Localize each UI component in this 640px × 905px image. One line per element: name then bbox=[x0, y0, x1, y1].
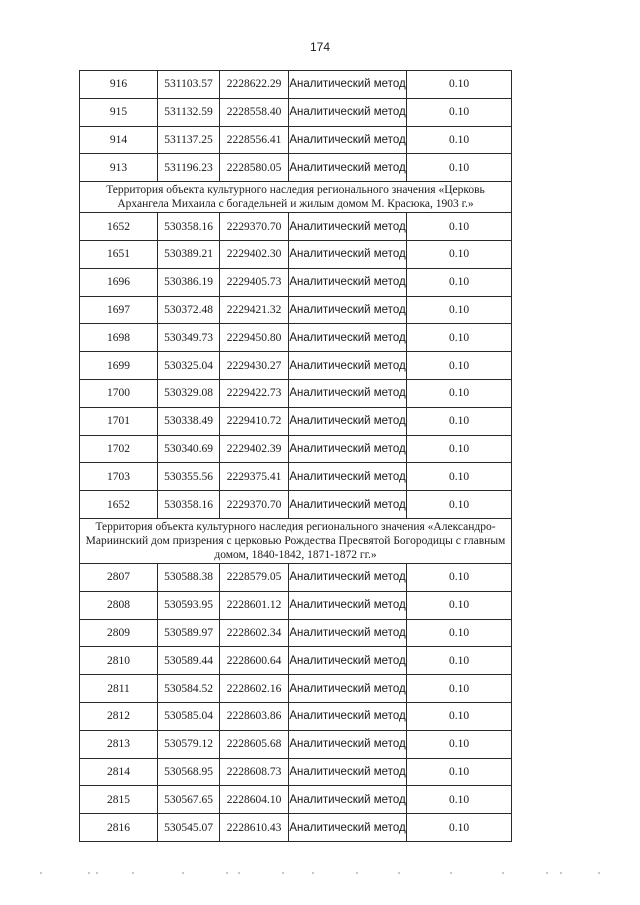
method-cell: Аналитический метод bbox=[289, 352, 407, 380]
table-row bbox=[80, 702, 512, 730]
accuracy-cell: 0.10 bbox=[407, 407, 512, 435]
point-id-cell: 2808 bbox=[80, 591, 158, 619]
table-row bbox=[80, 324, 512, 352]
point-id-cell: 1696 bbox=[80, 268, 158, 296]
point-id-cell: 914 bbox=[80, 126, 158, 154]
accuracy-cell: 0.10 bbox=[407, 435, 512, 463]
x-coordinate-cell: 530386.19 bbox=[158, 268, 220, 296]
point-id-cell: 915 bbox=[80, 98, 158, 126]
accuracy-cell: 0.10 bbox=[407, 730, 512, 758]
table-row bbox=[80, 352, 512, 380]
section-header-row bbox=[80, 518, 512, 563]
y-coordinate-cell: 2228610.43 bbox=[220, 814, 289, 842]
accuracy-cell: 0.10 bbox=[407, 126, 512, 154]
table-row bbox=[80, 240, 512, 268]
table-row bbox=[80, 619, 512, 647]
method-cell: Аналитический метод bbox=[289, 786, 407, 814]
table-row bbox=[80, 98, 512, 126]
point-id-cell: 1703 bbox=[80, 463, 158, 491]
section-title: Территория объекта культурного наследия регионального значения «Церковь Архангела Михаила с богадельней и жилым домом М. Красюка, 1903 г.» bbox=[80, 182, 512, 213]
y-coordinate-cell: 2229422.73 bbox=[220, 379, 289, 407]
scan-dot bbox=[226, 872, 228, 874]
x-coordinate-cell: 530338.49 bbox=[158, 407, 220, 435]
point-id-cell: 1698 bbox=[80, 324, 158, 352]
scan-dot bbox=[560, 872, 562, 874]
method-cell: Аналитический метод bbox=[289, 463, 407, 491]
method-cell: Аналитический метод bbox=[289, 213, 407, 241]
point-id-cell: 1652 bbox=[80, 491, 158, 519]
x-coordinate-cell: 530358.16 bbox=[158, 213, 220, 241]
accuracy-cell: 0.10 bbox=[407, 324, 512, 352]
y-coordinate-cell: 2229370.70 bbox=[220, 213, 289, 241]
table-row bbox=[80, 730, 512, 758]
x-coordinate-cell: 531196.23 bbox=[158, 154, 220, 182]
y-coordinate-cell: 2228608.73 bbox=[220, 758, 289, 786]
scan-dot bbox=[182, 872, 184, 874]
y-coordinate-cell: 2229405.73 bbox=[220, 268, 289, 296]
point-id-cell: 2811 bbox=[80, 675, 158, 703]
y-coordinate-cell: 2228556.41 bbox=[220, 126, 289, 154]
y-coordinate-cell: 2228601.12 bbox=[220, 591, 289, 619]
y-coordinate-cell: 2228579.05 bbox=[220, 563, 289, 591]
method-cell: Аналитический метод bbox=[289, 591, 407, 619]
accuracy-cell: 0.10 bbox=[407, 463, 512, 491]
point-id-cell: 2809 bbox=[80, 619, 158, 647]
x-coordinate-cell: 530588.38 bbox=[158, 563, 220, 591]
y-coordinate-cell: 2228604.10 bbox=[220, 786, 289, 814]
y-coordinate-cell: 2228602.34 bbox=[220, 619, 289, 647]
accuracy-cell: 0.10 bbox=[407, 814, 512, 842]
scan-dot bbox=[282, 872, 284, 874]
table-row bbox=[80, 814, 512, 842]
table-row bbox=[80, 154, 512, 182]
y-coordinate-cell: 2229410.72 bbox=[220, 407, 289, 435]
accuracy-cell: 0.10 bbox=[407, 154, 512, 182]
point-id-cell: 1651 bbox=[80, 240, 158, 268]
point-id-cell: 2813 bbox=[80, 730, 158, 758]
point-id-cell: 2814 bbox=[80, 758, 158, 786]
method-cell: Аналитический метод bbox=[289, 758, 407, 786]
x-coordinate-cell: 530349.73 bbox=[158, 324, 220, 352]
y-coordinate-cell: 2228622.29 bbox=[220, 71, 289, 99]
accuracy-cell: 0.10 bbox=[407, 491, 512, 519]
method-cell: Аналитический метод bbox=[289, 154, 407, 182]
table-row bbox=[80, 463, 512, 491]
accuracy-cell: 0.10 bbox=[407, 619, 512, 647]
table-row bbox=[80, 407, 512, 435]
x-coordinate-cell: 530568.95 bbox=[158, 758, 220, 786]
coordinates-table bbox=[79, 70, 512, 842]
accuracy-cell: 0.10 bbox=[407, 591, 512, 619]
method-cell: Аналитический метод bbox=[289, 814, 407, 842]
scan-dot bbox=[88, 872, 90, 874]
x-coordinate-cell: 530340.69 bbox=[158, 435, 220, 463]
x-coordinate-cell: 530589.44 bbox=[158, 647, 220, 675]
table-row bbox=[80, 268, 512, 296]
table-row bbox=[80, 213, 512, 241]
coordinates-table-body bbox=[80, 71, 512, 842]
method-cell: Аналитический метод bbox=[289, 730, 407, 758]
method-cell: Аналитический метод bbox=[289, 619, 407, 647]
point-id-cell: 1700 bbox=[80, 379, 158, 407]
point-id-cell: 1702 bbox=[80, 435, 158, 463]
point-id-cell: 2807 bbox=[80, 563, 158, 591]
point-id-cell: 916 bbox=[80, 71, 158, 99]
y-coordinate-cell: 2229421.32 bbox=[220, 296, 289, 324]
x-coordinate-cell: 530545.07 bbox=[158, 814, 220, 842]
table-row bbox=[80, 647, 512, 675]
scan-artifact-dots bbox=[0, 872, 640, 876]
scan-dot bbox=[40, 872, 42, 874]
point-id-cell: 1701 bbox=[80, 407, 158, 435]
method-cell: Аналитический метод bbox=[289, 702, 407, 730]
scan-dot bbox=[132, 872, 134, 874]
table-row bbox=[80, 126, 512, 154]
point-id-cell: 2810 bbox=[80, 647, 158, 675]
point-id-cell: 2812 bbox=[80, 702, 158, 730]
accuracy-cell: 0.10 bbox=[407, 702, 512, 730]
table-row bbox=[80, 563, 512, 591]
accuracy-cell: 0.10 bbox=[407, 647, 512, 675]
x-coordinate-cell: 530358.16 bbox=[158, 491, 220, 519]
method-cell: Аналитический метод bbox=[289, 379, 407, 407]
method-cell: Аналитический метод bbox=[289, 324, 407, 352]
y-coordinate-cell: 2228580.05 bbox=[220, 154, 289, 182]
method-cell: Аналитический метод bbox=[289, 675, 407, 703]
scan-dot bbox=[450, 872, 452, 874]
scan-dot bbox=[238, 872, 240, 874]
table-row bbox=[80, 491, 512, 519]
x-coordinate-cell: 530355.56 bbox=[158, 463, 220, 491]
y-coordinate-cell: 2228605.68 bbox=[220, 730, 289, 758]
y-coordinate-cell: 2228603.86 bbox=[220, 702, 289, 730]
x-coordinate-cell: 531103.57 bbox=[158, 71, 220, 99]
method-cell: Аналитический метод bbox=[289, 407, 407, 435]
scan-dot bbox=[96, 872, 98, 874]
x-coordinate-cell: 530372.48 bbox=[158, 296, 220, 324]
y-coordinate-cell: 2229430.27 bbox=[220, 352, 289, 380]
section-title: Территория объекта культурного наследия регионального значения «Александро-Мариинский дом призрения с церковью Рождества Пресвятой Богородицы с главным домом, 1840-1842, 1871-1872 гг.» bbox=[80, 518, 512, 563]
y-coordinate-cell: 2229450.80 bbox=[220, 324, 289, 352]
scan-dot bbox=[546, 872, 548, 874]
y-coordinate-cell: 2228600.64 bbox=[220, 647, 289, 675]
accuracy-cell: 0.10 bbox=[407, 563, 512, 591]
method-cell: Аналитический метод bbox=[289, 296, 407, 324]
point-id-cell: 913 bbox=[80, 154, 158, 182]
accuracy-cell: 0.10 bbox=[407, 352, 512, 380]
table-row bbox=[80, 758, 512, 786]
accuracy-cell: 0.10 bbox=[407, 71, 512, 99]
table-row bbox=[80, 435, 512, 463]
scan-dot bbox=[312, 872, 314, 874]
y-coordinate-cell: 2229375.41 bbox=[220, 463, 289, 491]
y-coordinate-cell: 2228602.16 bbox=[220, 675, 289, 703]
scan-dot bbox=[398, 872, 400, 874]
table-row bbox=[80, 296, 512, 324]
point-id-cell: 1652 bbox=[80, 213, 158, 241]
method-cell: Аналитический метод bbox=[289, 98, 407, 126]
x-coordinate-cell: 530584.52 bbox=[158, 675, 220, 703]
point-id-cell: 1699 bbox=[80, 352, 158, 380]
y-coordinate-cell: 2228558.40 bbox=[220, 98, 289, 126]
y-coordinate-cell: 2229402.30 bbox=[220, 240, 289, 268]
table-row bbox=[80, 675, 512, 703]
x-coordinate-cell: 530329.08 bbox=[158, 379, 220, 407]
accuracy-cell: 0.10 bbox=[407, 675, 512, 703]
method-cell: Аналитический метод bbox=[289, 71, 407, 99]
scan-dot bbox=[502, 872, 504, 874]
method-cell: Аналитический метод bbox=[289, 563, 407, 591]
section-header-row bbox=[80, 182, 512, 213]
accuracy-cell: 0.10 bbox=[407, 268, 512, 296]
x-coordinate-cell: 530589.97 bbox=[158, 619, 220, 647]
accuracy-cell: 0.10 bbox=[407, 98, 512, 126]
method-cell: Аналитический метод bbox=[289, 240, 407, 268]
table-row bbox=[80, 786, 512, 814]
accuracy-cell: 0.10 bbox=[407, 296, 512, 324]
method-cell: Аналитический метод bbox=[289, 435, 407, 463]
x-coordinate-cell: 530585.04 bbox=[158, 702, 220, 730]
method-cell: Аналитический метод bbox=[289, 491, 407, 519]
accuracy-cell: 0.10 bbox=[407, 786, 512, 814]
point-id-cell: 2816 bbox=[80, 814, 158, 842]
x-coordinate-cell: 530389.21 bbox=[158, 240, 220, 268]
point-id-cell: 1697 bbox=[80, 296, 158, 324]
x-coordinate-cell: 530567.65 bbox=[158, 786, 220, 814]
table-row bbox=[80, 591, 512, 619]
y-coordinate-cell: 2229402.39 bbox=[220, 435, 289, 463]
point-id-cell: 2815 bbox=[80, 786, 158, 814]
x-coordinate-cell: 531132.59 bbox=[158, 98, 220, 126]
method-cell: Аналитический метод bbox=[289, 126, 407, 154]
accuracy-cell: 0.10 bbox=[407, 213, 512, 241]
x-coordinate-cell: 531137.25 bbox=[158, 126, 220, 154]
accuracy-cell: 0.10 bbox=[407, 240, 512, 268]
method-cell: Аналитический метод bbox=[289, 647, 407, 675]
method-cell: Аналитический метод bbox=[289, 268, 407, 296]
table-row bbox=[80, 71, 512, 99]
page-number: 174 bbox=[309, 40, 331, 54]
x-coordinate-cell: 530593.95 bbox=[158, 591, 220, 619]
scan-dot bbox=[356, 872, 358, 874]
table-row bbox=[80, 379, 512, 407]
accuracy-cell: 0.10 bbox=[407, 758, 512, 786]
x-coordinate-cell: 530579.12 bbox=[158, 730, 220, 758]
x-coordinate-cell: 530325.04 bbox=[158, 352, 220, 380]
y-coordinate-cell: 2229370.70 bbox=[220, 491, 289, 519]
accuracy-cell: 0.10 bbox=[407, 379, 512, 407]
scan-dot bbox=[598, 872, 600, 874]
